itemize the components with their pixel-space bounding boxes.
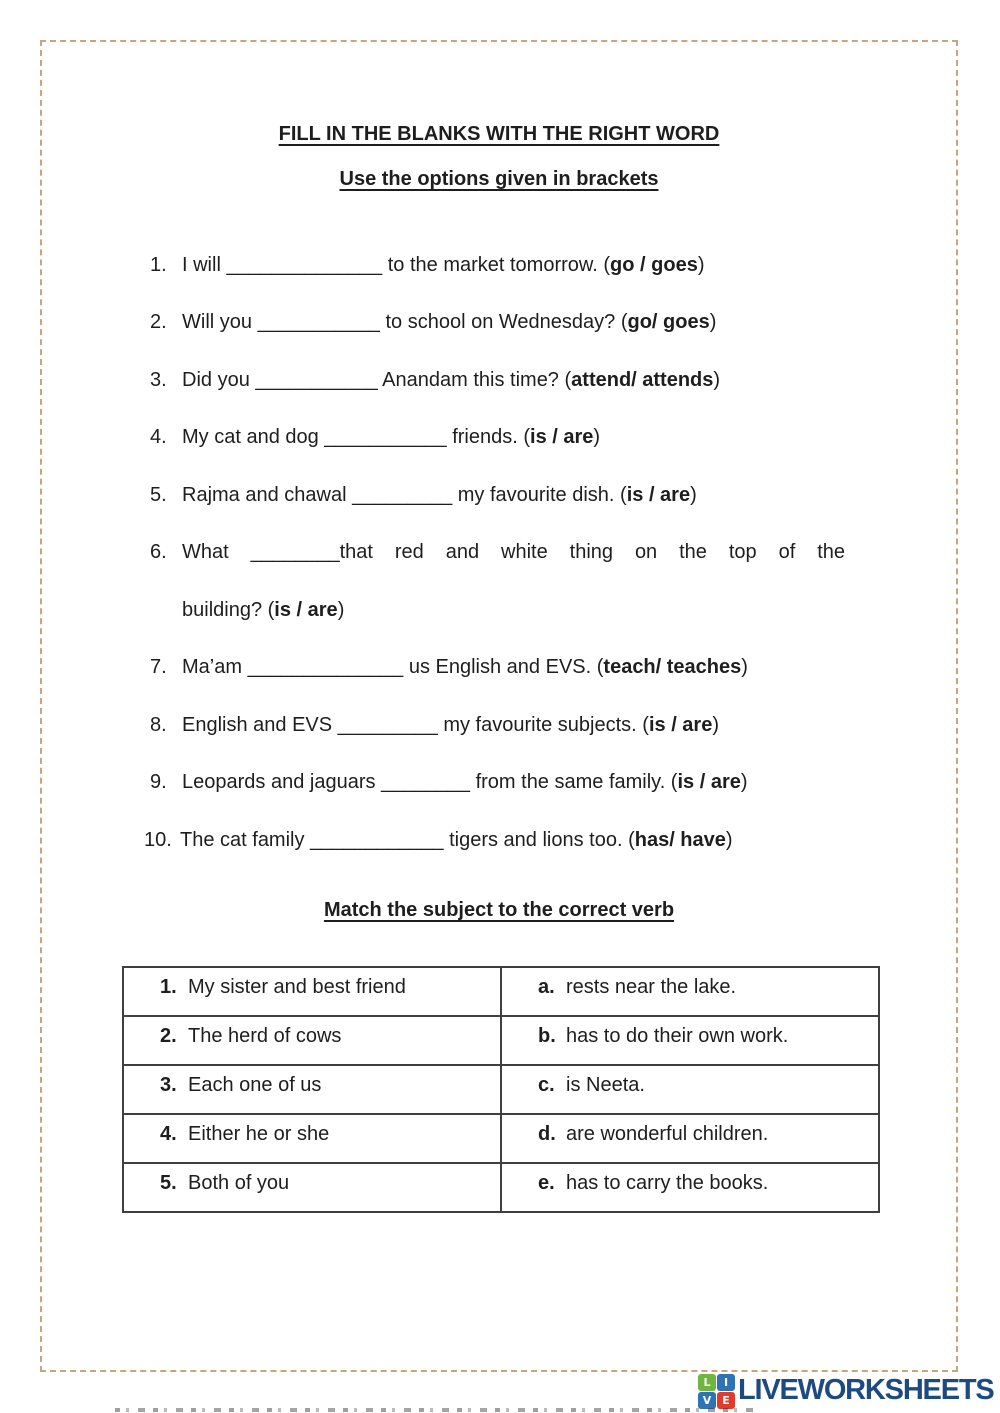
section1-subtitle-text: Use the options given in brackets — [339, 168, 659, 190]
subject-text: Each one of us — [188, 1074, 322, 1096]
fill-item-7 — [150, 654, 878, 681]
verb-cell — [501, 1114, 879, 1163]
verb-letter: e. — [538, 1172, 555, 1194]
table-row — [123, 1065, 879, 1114]
verb-text: has to do their own work. — [566, 1025, 789, 1047]
fill-item-number: 3. — [150, 369, 167, 391]
verb-text: are wonderful children. — [566, 1123, 769, 1145]
subject-number: 1. — [160, 976, 177, 998]
fill-item-text: English and EVS _________ my favourite subjects. (is / are) — [182, 714, 720, 736]
fill-item-text: What ________that red and white thing on the top of the — [182, 541, 845, 563]
fill-item-text: Will you ___________ to school on Wednesday? (go/ goes) — [182, 311, 717, 333]
fill-item-text: I will ______________ to the market tomorrow. (go / goes) — [182, 254, 705, 276]
subject-number: 5. — [160, 1172, 177, 1194]
fill-item-8 — [150, 712, 878, 739]
verb-letter: b. — [538, 1025, 556, 1047]
fill-item-4 — [150, 424, 878, 451]
table-row — [123, 967, 879, 1016]
verb-cell — [501, 1163, 879, 1212]
table-row — [123, 1163, 879, 1212]
logo-tile-l: L — [698, 1374, 716, 1391]
verb-text: is Neeta. — [566, 1074, 645, 1096]
fill-item-number: 4. — [150, 426, 167, 448]
fill-item-6-line2 — [150, 597, 878, 624]
section2-title — [40, 897, 958, 923]
subject-number: 3. — [160, 1074, 177, 1096]
subject-cell — [123, 1016, 501, 1065]
fill-item-1 — [150, 252, 878, 279]
fill-item-text: The cat family ____________ tigers and lions too. (has/ have) — [180, 829, 733, 851]
fill-item-text: Rajma and chawal _________ my favourite dish. (is / are) — [182, 484, 697, 506]
verb-letter: c. — [538, 1074, 555, 1096]
fill-item-10 — [144, 827, 878, 854]
verb-text: rests near the lake. — [566, 976, 737, 998]
subject-text: My sister and best friend — [188, 976, 406, 998]
fill-item-6-line1 — [150, 539, 845, 566]
subject-cell — [123, 1163, 501, 1212]
fill-item-text: Leopards and jaguars ________ from the same family. (is / are) — [182, 771, 748, 793]
liveworksheets-wordmark: LIVEWORKSHEETS — [738, 1374, 994, 1406]
section1-subtitle — [40, 166, 958, 192]
section2-title-text: Match the subject to the correct verb — [323, 899, 675, 921]
subject-text: Both of you — [188, 1172, 290, 1194]
subject-text: The herd of cows — [188, 1025, 342, 1047]
logo-tile-i: I — [717, 1374, 735, 1391]
fill-item-number: 8. — [150, 714, 167, 736]
verb-cell — [501, 967, 879, 1016]
subject-number: 2. — [160, 1025, 177, 1047]
table-row — [123, 1016, 879, 1065]
verb-letter: a. — [538, 976, 555, 998]
fill-item-number: 7. — [150, 656, 167, 678]
fill-item-text: My cat and dog ___________ friends. (is / are) — [182, 426, 601, 448]
fill-item-text: building? (is / are) — [182, 599, 345, 621]
fill-item-number: 1. — [150, 254, 167, 276]
fill-item-5 — [150, 482, 878, 509]
subject-cell — [123, 1065, 501, 1114]
fill-item-number: 6. — [150, 541, 167, 563]
logo-tile-e: E — [717, 1392, 735, 1409]
table-row — [123, 1114, 879, 1163]
subject-text: Either he or she — [188, 1123, 330, 1145]
subject-cell — [123, 967, 501, 1016]
fill-item-text: Did you ___________ Anandam this time? (attend/ attends) — [182, 369, 721, 391]
section1-title — [40, 121, 958, 147]
fill-item-3 — [150, 367, 878, 394]
section1-title-text: FILL IN THE BLANKS WITH THE RIGHT WORD — [278, 123, 720, 145]
subject-cell — [123, 1114, 501, 1163]
fill-item-number: 2. — [150, 311, 167, 333]
fill-item-number: 5. — [150, 484, 167, 506]
match-table — [122, 966, 880, 1213]
liveworksheets-logo[interactable] — [698, 1372, 994, 1409]
subject-number: 4. — [160, 1123, 177, 1145]
verb-cell — [501, 1065, 879, 1114]
next-page-text-cutoff — [115, 1408, 755, 1412]
fill-item-number: 9. — [150, 771, 167, 793]
verb-letter: d. — [538, 1123, 556, 1145]
fill-item-text: Ma’am ______________ us English and EVS. (teach/ teaches) — [182, 656, 748, 678]
fill-item-2 — [150, 309, 878, 336]
liveworksheets-tile-icon — [698, 1374, 735, 1409]
logo-tile-v: V — [698, 1392, 716, 1409]
fill-item-number: 10. — [144, 829, 172, 851]
fill-item-9 — [150, 769, 878, 796]
verb-cell — [501, 1016, 879, 1065]
verb-text: has to carry the books. — [566, 1172, 769, 1194]
